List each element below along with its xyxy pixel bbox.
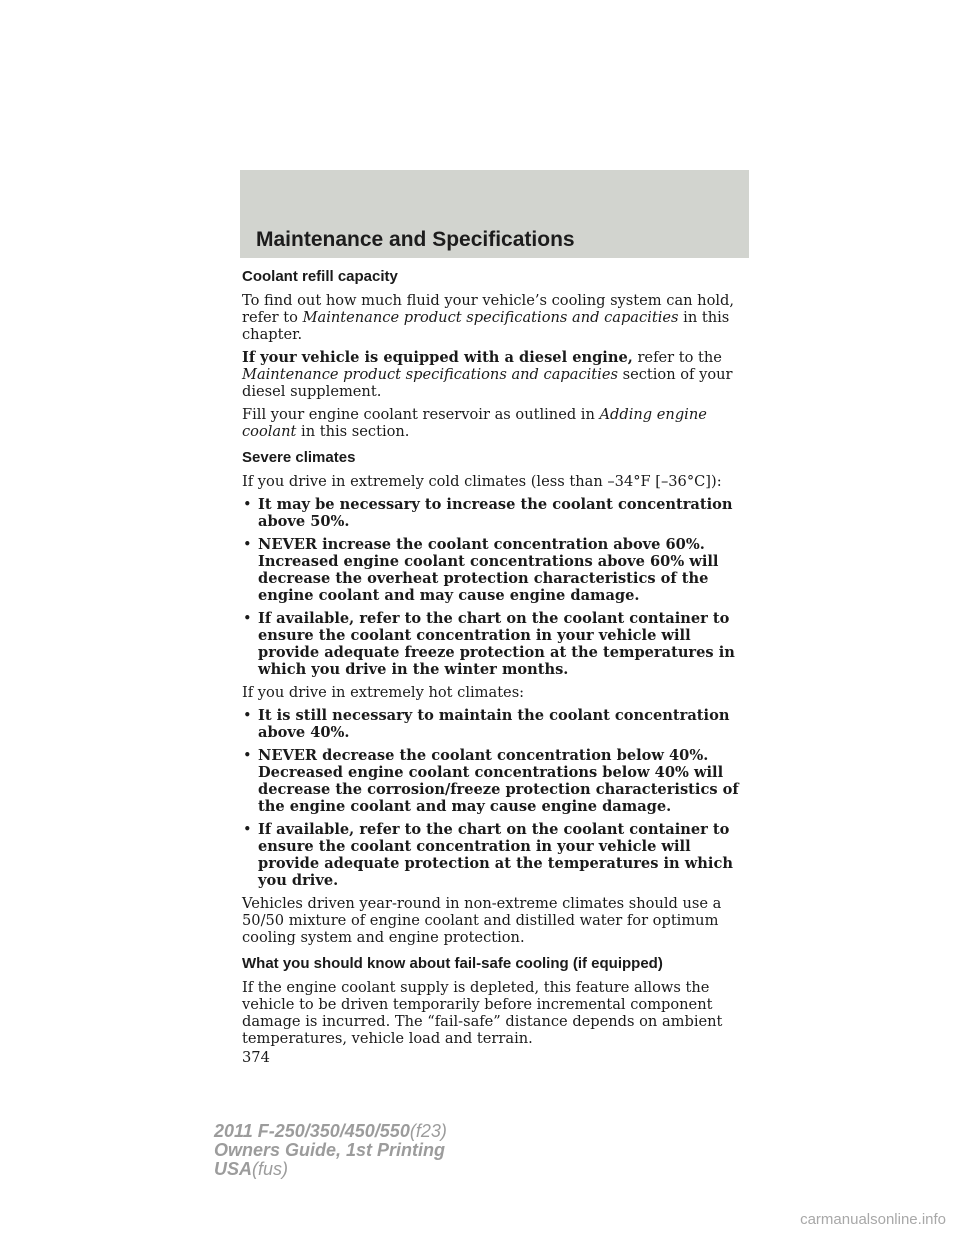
- heading-coolant-refill: Coolant refill capacity: [242, 268, 398, 285]
- paragraph-fill-reservoir: Fill your engine coolant reservoir as outlined in Adding engine coolant in this section.: [242, 406, 707, 440]
- footer-printing: Owners Guide, 1st Printing: [214, 1140, 446, 1160]
- footer-model-code: (f23): [409, 1121, 447, 1141]
- section-header-band: [240, 170, 749, 258]
- list-item: • It is still necessary to maintain the coolant concentration above 40%.: [243, 707, 730, 741]
- reference-link: Maintenance product specifications and capacities: [242, 366, 618, 383]
- paragraph-fail-safe: If the engine coolant supply is depleted, this feature allows the vehicle to be driven temporarily before incremental component damage is incurred. The “fail-safe” distance depends on ambient temperatures, vehicle load and terrain.: [242, 979, 723, 1047]
- list-item: • NEVER decrease the coolant concentration below 40%. Decreased engine coolant concentrations below 40% will decrease the corrosion/freeze protection characteristics of the engine coolant and may cause engine damage.: [243, 747, 739, 815]
- reference-link: Adding engine coolant: [242, 406, 707, 440]
- list-item: • It may be necessary to increase the coolant concentration above 50%.: [243, 496, 733, 530]
- paragraph-refill-capacity: To find out how much fluid your vehicle’s cooling system can hold, refer to Maintenance product specifications and capacities in this chapter.: [242, 292, 735, 343]
- page-number: 374: [242, 1049, 270, 1066]
- watermark: carmanualsonline.info: [800, 1211, 946, 1228]
- heading-fail-safe: What you should know about fail-safe cooling (if equipped): [242, 955, 663, 972]
- hot-climate-list: [242, 707, 752, 889]
- section-title: Maintenance and Specifications: [256, 228, 575, 251]
- paragraph-hot-intro: If you drive in extremely hot climates:: [242, 684, 525, 701]
- heading-severe-climates: Severe climates: [242, 449, 356, 466]
- footer-market: USA: [214, 1159, 253, 1179]
- paragraph-closing: Vehicles driven year-round in non-extreme climates should use a 50/50 mixture of engine coolant and distilled water for optimum cooling system and engine protection.: [242, 895, 722, 946]
- page-content: [242, 268, 752, 1066]
- cold-climate-list: [242, 496, 752, 678]
- list-item: • NEVER increase the coolant concentration above 60%. Increased engine coolant concentrations above 60% will decrease the overheat protection characteristics of the engine coolant and may cause engine damage.: [243, 536, 719, 604]
- paragraph-cold-intro: If you drive in extremely cold climates (less than –34°F [–36°C]):: [242, 473, 722, 490]
- document-footer: [214, 1122, 447, 1179]
- footer-market-code: (fus): [252, 1159, 289, 1179]
- reference-link: Maintenance product specifications and capacities: [302, 309, 679, 326]
- list-item: • If available, refer to the chart on the coolant container to ensure the coolant concentration in your vehicle will provide adequate protection at the temperatures in which you drive.: [243, 821, 733, 889]
- paragraph-diesel: If your vehicle is equipped with a diesel engine, refer to the Maintenance product specifications and capacities section of your diesel supplement.: [242, 349, 733, 400]
- list-item: • If available, refer to the chart on the coolant container to ensure the coolant concentration in your vehicle will provide adequate freeze protection at the temperatures in which you drive in the winter months.: [243, 610, 735, 678]
- footer-model: 2011 F-250/350/450/550: [214, 1121, 410, 1141]
